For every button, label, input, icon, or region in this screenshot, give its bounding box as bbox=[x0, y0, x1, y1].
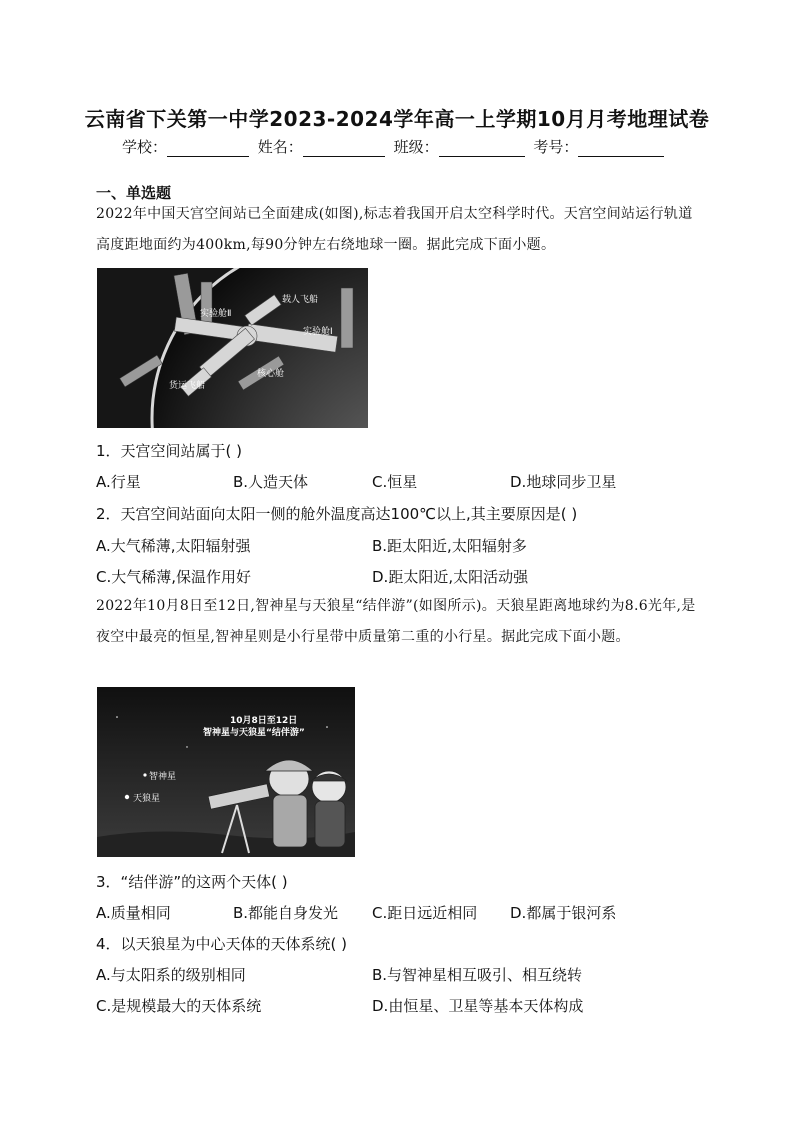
q1-option-b: B.人造天体 bbox=[233, 473, 309, 491]
q1-option-c: C.恒星 bbox=[372, 473, 418, 491]
q2-option-c: C.大气稀薄,保温作用好 bbox=[96, 568, 252, 586]
name-label: 姓名： bbox=[257, 138, 303, 156]
figure2-caption-date: 10月8日至12日 bbox=[230, 716, 298, 726]
q3-option-d: D.都属于银河系 bbox=[510, 904, 617, 922]
q1-option-d: D.地球同步卫星 bbox=[510, 473, 617, 491]
class-label: 班级： bbox=[393, 138, 439, 156]
q4-option-d: D.由恒星、卫星等基本天体构成 bbox=[372, 997, 584, 1015]
q4-option-c: C.是规模最大的天体系统 bbox=[96, 997, 262, 1015]
number-blank bbox=[578, 140, 664, 157]
q2-option-a: A.大气稀薄,太阳辐射强 bbox=[96, 537, 251, 555]
name-blank bbox=[303, 140, 385, 157]
q1-option-a: A.行星 bbox=[96, 473, 141, 491]
q4-option-b: B.与智神星相互吸引、相互绕转 bbox=[372, 966, 583, 984]
q3-option-a: A.质量相同 bbox=[96, 904, 171, 922]
page-title: 云南省下关第一中学2023-2024学年高一上学期10月月考地理试卷 bbox=[84, 107, 710, 131]
school-blank bbox=[167, 140, 249, 157]
school-label: 学校： bbox=[122, 138, 168, 156]
figure2-star-pallas: 智神星 bbox=[149, 772, 177, 782]
figure1-label-cargo-ship: 货运飞船 bbox=[169, 381, 206, 391]
class-blank bbox=[439, 140, 525, 157]
question-2-stem: 2．天宫空间站面向太阳一侧的舱外温度高达100℃以上,其主要原因是( ) bbox=[96, 505, 578, 523]
number-label: 考号： bbox=[533, 138, 579, 156]
q2-option-d: D.距太阳近,太阳活动强 bbox=[372, 568, 529, 586]
space-station-figure bbox=[97, 268, 368, 428]
q3-option-b: B.都能自身发光 bbox=[233, 904, 339, 922]
section-heading: 一、单选题 bbox=[96, 184, 172, 202]
student-info-row bbox=[122, 136, 682, 157]
question-4-stem: 4．以天狼星为中心天体的天体系统( ) bbox=[96, 935, 348, 953]
passage-1: 2022年中国天宫空间站已全面建成(如图),标志着我国开启太空科学时代。天宫空间站运行轨道高度距地面约为400km,每90分钟左右绕地球一圈。据此完成下面小题。 bbox=[96, 206, 693, 253]
q3-option-c: C.距日远近相同 bbox=[372, 904, 478, 922]
question-3-stem: 3．“结伴游”的这两个天体( ) bbox=[96, 873, 288, 891]
question-1-stem: 1．天宫空间站属于( ) bbox=[96, 442, 243, 460]
q4-option-a: A.与太阳系的级别相同 bbox=[96, 966, 246, 984]
figure2-star-sirius: 天狼星 bbox=[133, 794, 161, 804]
space-station-illustration bbox=[97, 268, 368, 428]
figure1-label-lab-module-1: 实验舱Ⅰ bbox=[303, 327, 333, 337]
q2-option-b: B.距太阳近,太阳辐射多 bbox=[372, 537, 527, 555]
stargazing-illustration bbox=[97, 687, 355, 857]
figure1-label-lab-module-2: 实验舱Ⅱ bbox=[200, 309, 232, 319]
stargazing-figure bbox=[97, 687, 355, 857]
figure1-label-core-module: 核心舱 bbox=[257, 369, 285, 379]
figure1-label-crew-ship: 载人飞船 bbox=[282, 295, 319, 305]
figure2-caption-text: 智神星与天狼星“结伴游” bbox=[203, 728, 305, 738]
passage-2: 2022年10月8日至12日,智神星与天狼星“结伴游”(如图所示)。天狼星距离地球约为8.6光年,是夜空中最亮的恒星,智神星则是小行星带中质量第二重的小行星。据此完成下面小题。 bbox=[96, 598, 696, 645]
